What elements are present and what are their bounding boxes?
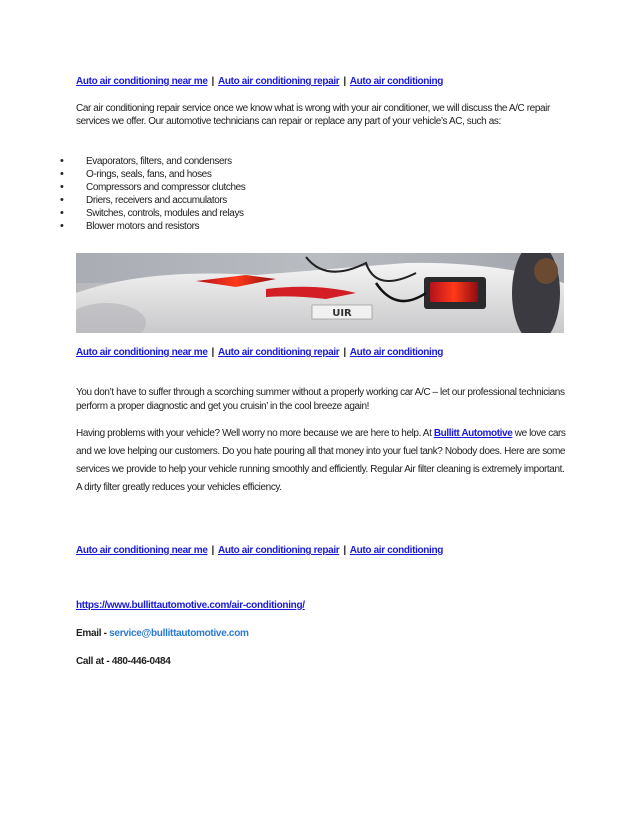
license-plate-text: UIR (332, 308, 352, 319)
link-separator: | (211, 347, 214, 358)
car-photo (76, 253, 564, 333)
link-row-top (76, 76, 443, 87)
list-item: • O-rings, seals, fans, and hoses (60, 168, 245, 181)
list-item: • Blower motors and resistors (60, 220, 245, 233)
car-photo-illustration (76, 253, 564, 333)
link-auto-ac[interactable]: Auto air conditioning (349, 76, 443, 87)
phone-line: Call at - 480-446-0484 (76, 656, 171, 667)
link-row-bottom (76, 545, 443, 556)
problems-paragraph (76, 425, 571, 497)
list-item: • Compressors and compressor clutches (60, 181, 245, 194)
email-link[interactable]: service@bullittautomotive.com (109, 628, 249, 639)
service-list (60, 155, 245, 233)
link-auto-ac-repair[interactable]: Auto air conditioning repair (217, 347, 340, 358)
email-label: Email - (76, 628, 110, 639)
link-separator: | (343, 545, 346, 556)
email-line (76, 628, 249, 639)
link-auto-ac-repair[interactable]: Auto air conditioning repair (217, 76, 340, 87)
brand-link[interactable]: Bullitt Automotive (433, 428, 513, 439)
website-link[interactable]: https://www.bullittautomotive.com/air-conditioning/ (76, 600, 305, 611)
link-separator: | (211, 76, 214, 87)
link-auto-ac-repair[interactable]: Auto air conditioning repair (217, 545, 340, 556)
link-auto-ac-near-me[interactable]: Auto air conditioning near me (76, 76, 208, 87)
problems-text-after: we love cars and we love helping our customers. Do you hate pouring all that money into your fuel tank? Nobody does. Here are some services we provide to help your vehicle running smoothly and efficiently. Regular Air filter cleaning is extremely important. A dirty filter greatly reduces your vehicles efficiency. (76, 428, 566, 493)
link-separator: | (343, 76, 346, 87)
link-separator: | (211, 545, 214, 556)
list-item: • Driers, receivers and accumulators (60, 194, 245, 207)
link-auto-ac[interactable]: Auto air conditioning (349, 347, 443, 358)
link-auto-ac[interactable]: Auto air conditioning (349, 545, 443, 556)
link-separator: | (343, 347, 346, 358)
link-auto-ac-near-me[interactable]: Auto air conditioning near me (76, 545, 208, 556)
link-auto-ac-near-me[interactable]: Auto air conditioning near me (76, 347, 208, 358)
list-item: • Switches, controls, modules and relays (60, 207, 245, 220)
list-item: • Evaporators, filters, and condensers (60, 155, 245, 168)
intro-paragraph: Car air conditioning repair service once we know what is wrong with your air conditioner, we will discuss the A/C repair services we offer. Our automotive technicians can repair or replace any part of your vehicle’s AC, such as: (76, 103, 550, 127)
link-row-middle (76, 347, 443, 358)
problems-text-before: Having problems with your vehicle? Well worry no more because we are here to help. At (76, 428, 434, 439)
summer-paragraph: You don’t have to suffer through a scorching summer without a properly working car A/C – let our professional technicians perform a proper diagnostic and get you cruisin’ in the cool breeze again! (76, 387, 565, 412)
